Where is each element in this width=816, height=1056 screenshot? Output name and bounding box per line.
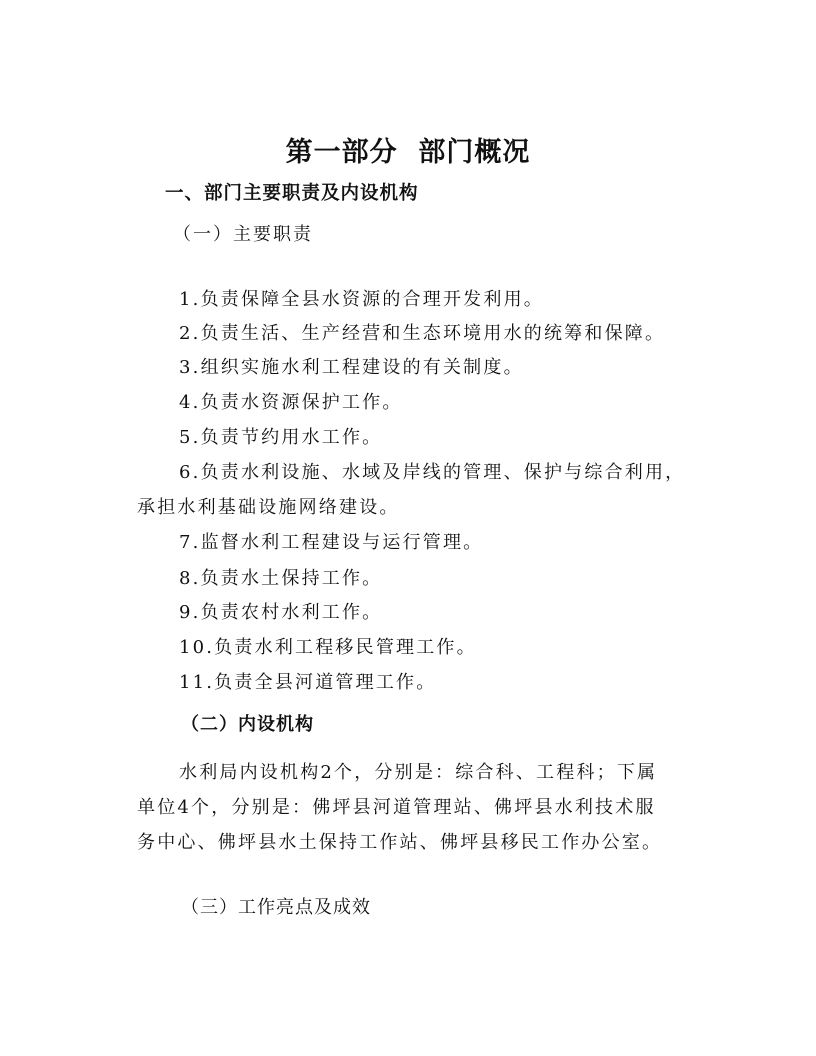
structure-paragraph-line: 务中心、佛坪县水土保持工作站、佛坪县移民工作办公室。 xyxy=(137,832,663,853)
duty-item-continuation: 承担水利基础设施网络建设。 xyxy=(137,497,400,518)
subsection-heading-main-duties: （一）主要职责 xyxy=(173,224,313,245)
structure-paragraph-line: 水利局内设机构2个，分别是：综合科、工程科；下属 xyxy=(179,762,658,783)
subsection-heading-internal-structure: （二）内设机构 xyxy=(181,714,314,735)
duty-item: 11.负责全县河道管理工作。 xyxy=(179,672,437,693)
duty-item: 2.负责生活、生产经营和生态环境用水的统筹和保障。 xyxy=(179,323,666,344)
duty-item: 7.监督水利工程建设与运行管理。 xyxy=(179,532,484,553)
duty-item: 9.负责农村水利工作。 xyxy=(179,602,383,623)
structure-paragraph-line: 单位4个，分别是：佛坪县河道管理站、佛坪县水利技术服 xyxy=(137,797,656,818)
duty-item: 8.负责水土保持工作。 xyxy=(179,568,383,589)
subsection-heading-highlights: （三）工作亮点及成效 xyxy=(181,897,371,918)
duty-item: 6.负责水利设施、水域及岸线的管理、保护与综合利用， xyxy=(179,462,686,483)
duty-item: 5.负责节约用水工作。 xyxy=(179,427,383,448)
duty-item: 4.负责水资源保护工作。 xyxy=(179,392,403,413)
page-title: 第一部分 部门概况 xyxy=(285,137,531,168)
duty-item: 10.负责水利工程移民管理工作。 xyxy=(179,637,477,658)
duty-item: 3.组织实施水利工程建设的有关制度。 xyxy=(179,357,524,378)
section-heading-duties-and-structure: 一、部门主要职责及内设机构 xyxy=(165,183,419,204)
duty-item: 1.负责保障全县水资源的合理开发利用。 xyxy=(179,289,544,310)
